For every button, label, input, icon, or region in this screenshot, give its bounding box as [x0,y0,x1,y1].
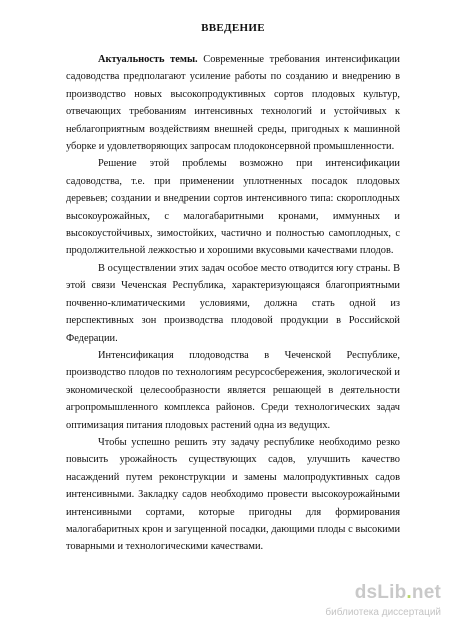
paragraph-solution [66,155,400,259]
paragraph-intensification [66,347,400,434]
watermark-brand: dsLib [354,582,407,603]
paragraph-text: Современные требования интенсификации садоводства предполагают усиление работы по созданию и внедрению в производство новых высокопродуктивных сортов плодовых культур, отвечающих требованиям интенсивных технологий и устойчивых к неблагоприятным воздействиям внешней среды, пригодных к машинной уборке и удовлетворяющих запросам плодоконсервной промышленности. [66,54,400,153]
watermark-subtitle: библиотека диссертаций [325,607,441,618]
watermark-logo [355,582,441,604]
document-page [66,22,400,556]
watermark [325,582,445,628]
watermark-dot: . [406,582,412,603]
paragraph-text: Решение этой проблемы возможно при интенсификации садоводства, т.е. при применении уплотненных посадок плодовых деревьев; создании и внедрении сортов интенсивного типа: скороплодных высокоурожайных, с малогабаритными кронами, иммунных и высокоустойчивых, зимостойких, частично и полностью самоплодных, с продолжительной лежкостью и хорошими вкусовыми качествами плодов. [66,158,400,257]
paragraph-task [66,434,400,556]
paragraph-text: В осуществлении этих задач особое место отводится югу страны. В этой связи Чеченская Республика, характеризующаяся благоприятными почвенно-климатическими условиями, должна стать одной из перспективных зон производства плодовой продукции в Российской Федерации. [66,262,400,344]
paragraph-south [66,260,400,347]
paragraph-text: Интенсификация плодоводства в Чеченской Республике, производство плодов по технологиям ресурсосбережения, экологической и экономической целесообразности является решающей в деятельности агропромышленного комплекса районов. Среди технологических задач оптимизация питания плодовых растений одна из ведущих. [66,349,400,431]
paragraph-relevance [66,51,400,155]
watermark-tld: net [411,582,441,603]
page-title: ВВЕДЕНИЕ [201,22,265,34]
paragraph-lead: Актуальность темы. [98,54,198,65]
paragraph-text: Чтобы успешно решить эту задачу республике необходимо резко повысить урожайность существующих садов, улучшить качество насаждений путем реконструкции и замены малопродуктивных садов интенсивными. Закладку садов необходимо провести высокоурожайными интенсивными сортами, которые пригодны для формирования малогабаритных крон и загущенной посадки, дающими плоды с высокими товарными и технологическими качествами. [66,436,400,553]
